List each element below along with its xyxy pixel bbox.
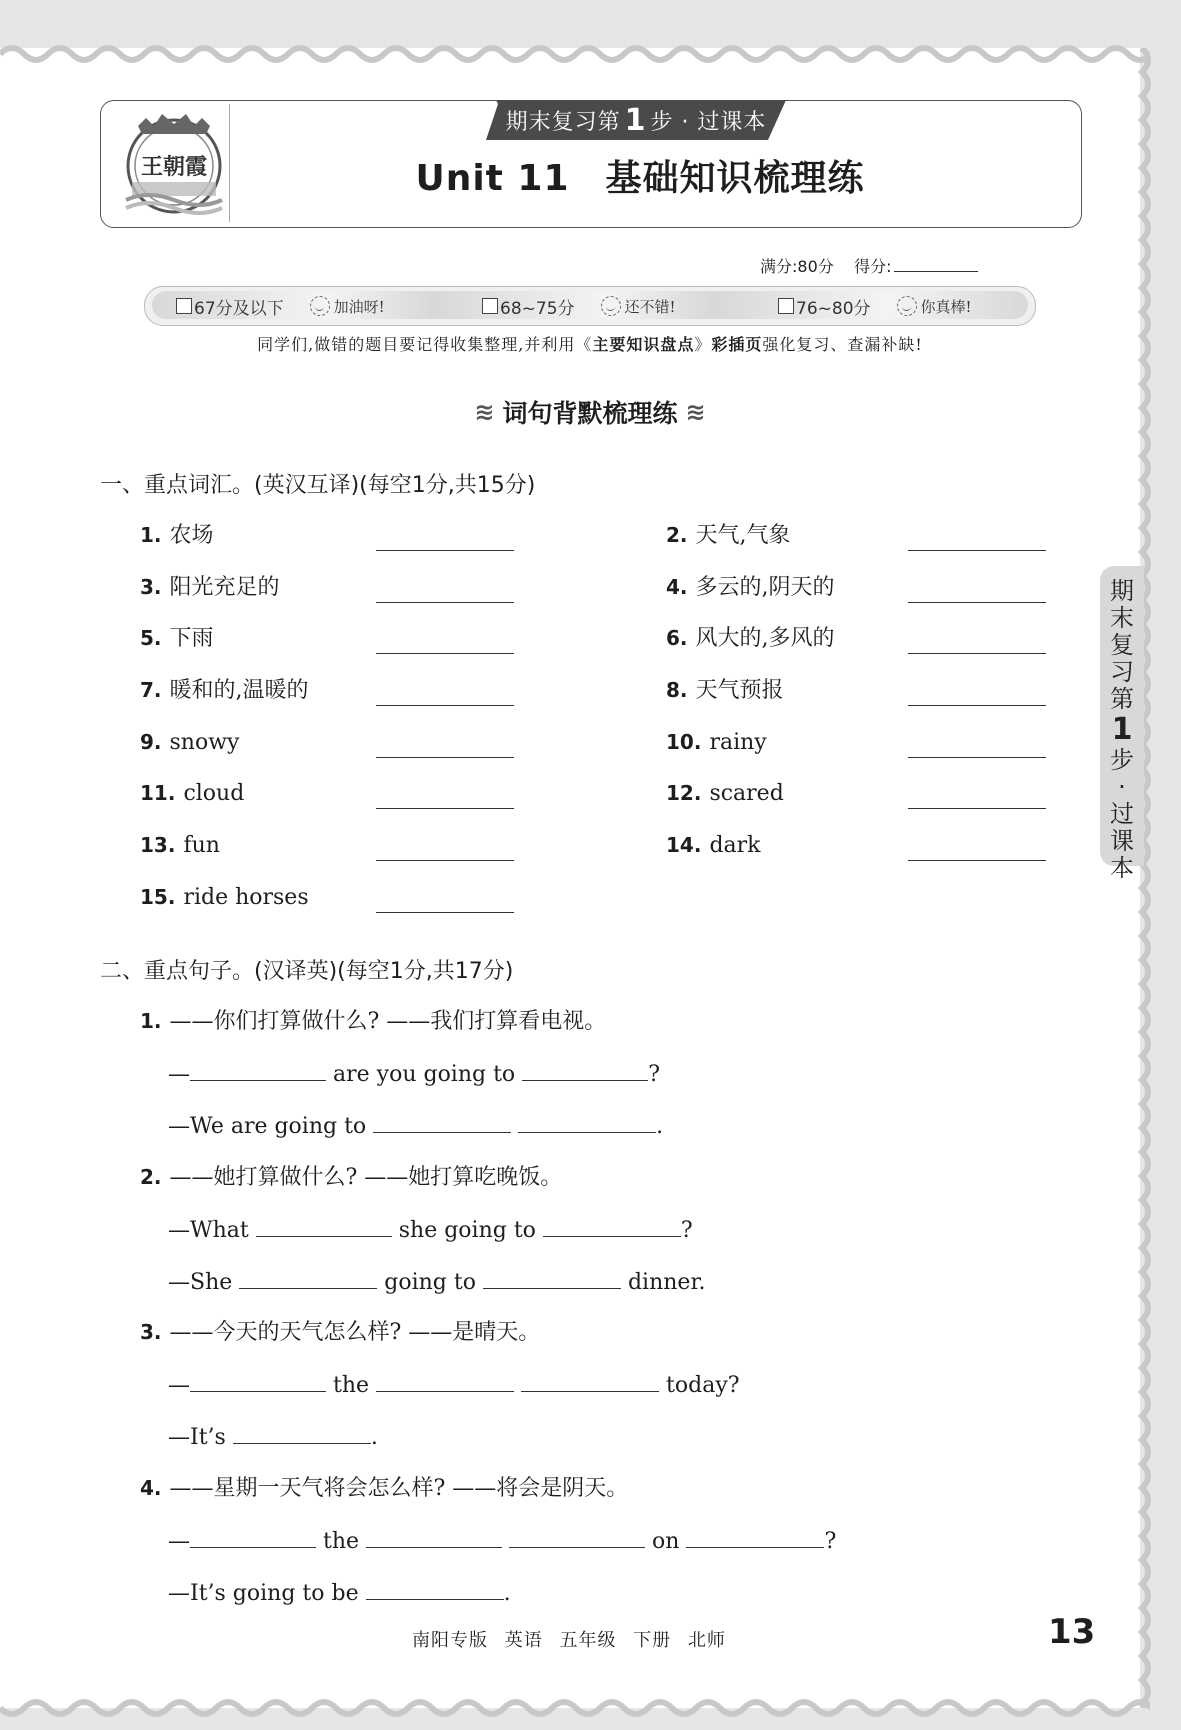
answer-blank[interactable] bbox=[373, 1110, 511, 1133]
item-number: 8. bbox=[666, 678, 688, 702]
question-text: ——她打算做什么? ——她打算吃晚饭。 bbox=[169, 1165, 563, 1190]
grade-praise-high: 你真棒! bbox=[920, 297, 972, 316]
answer-line bbox=[168, 1266, 706, 1296]
line-text: going to bbox=[384, 1270, 476, 1295]
vocab-item bbox=[666, 572, 835, 602]
answer-blank[interactable] bbox=[908, 808, 1046, 809]
item-text: 风大的,多风的 bbox=[695, 626, 835, 651]
wave-right-icon: ≋ bbox=[685, 398, 706, 426]
item-text: 多云的,阴天的 bbox=[695, 575, 835, 600]
side-char: 过 bbox=[1110, 800, 1134, 828]
item-text: 暖和的,温暖的 bbox=[169, 678, 309, 703]
answer-blank[interactable] bbox=[239, 1266, 377, 1289]
grade-option-mid bbox=[482, 293, 676, 319]
grade-range-mid: 68~75分 bbox=[500, 298, 575, 319]
answer-blank[interactable] bbox=[908, 550, 1046, 551]
line-text: —What bbox=[168, 1218, 249, 1243]
item-number: 4. bbox=[140, 1476, 162, 1500]
item-number: 13. bbox=[140, 833, 176, 857]
smiley-icon bbox=[310, 296, 330, 316]
tip-text-2: 》 bbox=[694, 335, 712, 354]
vocab-item bbox=[140, 520, 214, 550]
answer-blank[interactable] bbox=[509, 1525, 645, 1548]
answer-blank[interactable] bbox=[908, 653, 1046, 654]
line-text: the bbox=[323, 1529, 360, 1554]
line-text: —We are going to bbox=[168, 1114, 367, 1139]
banner-step-number: 1 bbox=[624, 102, 647, 138]
side-char: 步 bbox=[1110, 746, 1134, 774]
side-char: 复 bbox=[1110, 631, 1134, 659]
answer-blank[interactable] bbox=[908, 705, 1046, 706]
item-number: 5. bbox=[140, 626, 162, 650]
answer-blank[interactable] bbox=[190, 1369, 326, 1392]
tip-bold-2: 彩插页 bbox=[711, 335, 763, 354]
item-text: snowy bbox=[169, 730, 240, 755]
page-title bbox=[300, 150, 980, 201]
item-number: 4. bbox=[666, 575, 688, 599]
side-char: 末 bbox=[1110, 604, 1134, 632]
line-text: ? bbox=[824, 1529, 837, 1554]
vocab-item bbox=[140, 830, 220, 860]
item-number: 3. bbox=[140, 1320, 162, 1344]
item-text: 天气预报 bbox=[695, 678, 784, 703]
answer-blank[interactable] bbox=[483, 1266, 621, 1289]
answer-line bbox=[168, 1369, 740, 1399]
item-text: ride horses bbox=[183, 885, 309, 910]
item-number: 3. bbox=[140, 575, 162, 599]
grade-option-high bbox=[778, 293, 972, 319]
answer-blank[interactable] bbox=[366, 1577, 504, 1600]
tip-text-3: 强化复习、查漏补缺! bbox=[762, 335, 923, 354]
side-char: 课 bbox=[1110, 827, 1134, 855]
grade-checkbox-low[interactable] bbox=[176, 298, 192, 314]
publisher-logo-seal bbox=[118, 104, 230, 222]
line-text: — bbox=[168, 1373, 190, 1398]
vocab-item bbox=[666, 520, 791, 550]
score-label: 得分: bbox=[854, 257, 892, 276]
question-text: ——你们打算做什么? ——我们打算看电视。 bbox=[169, 1009, 607, 1034]
item-number: 1. bbox=[140, 1009, 162, 1033]
score-line bbox=[760, 254, 1100, 277]
smiley-icon bbox=[897, 296, 917, 316]
sentence-question bbox=[140, 1317, 540, 1347]
line-text: on bbox=[652, 1529, 680, 1554]
line-text: — bbox=[168, 1529, 190, 1554]
answer-blank[interactable] bbox=[908, 860, 1046, 861]
answer-blank[interactable] bbox=[518, 1110, 656, 1133]
item-text: dark bbox=[709, 833, 761, 858]
line-text: —She bbox=[168, 1270, 233, 1295]
side-char: 习 bbox=[1110, 658, 1134, 686]
line-text: ? bbox=[680, 1218, 693, 1243]
section-title-text: 词句背默梳理练 bbox=[502, 399, 678, 428]
line-text: . bbox=[656, 1114, 664, 1139]
answer-blank[interactable] bbox=[376, 705, 514, 706]
grade-range-high: 76~80分 bbox=[796, 298, 871, 319]
vocab-item bbox=[140, 727, 239, 757]
tip-bold-1: 主要知识盘点 bbox=[592, 335, 695, 354]
item-number: 14. bbox=[666, 833, 702, 857]
vocab-item bbox=[666, 830, 760, 860]
item-text: 天气,气象 bbox=[695, 523, 791, 548]
wavy-top-edge bbox=[0, 40, 1150, 66]
vocab-item bbox=[666, 727, 767, 757]
grade-range-low: 67分及以下 bbox=[194, 298, 284, 319]
part1-heading: 一、重点词汇。(英汉互译)(每空1分,共15分) bbox=[100, 473, 536, 498]
vocab-item bbox=[140, 572, 280, 602]
score-blank[interactable] bbox=[894, 257, 978, 272]
line-text: —It’s going to be bbox=[168, 1581, 359, 1606]
line-text: ? bbox=[648, 1062, 660, 1087]
answer-blank[interactable] bbox=[376, 860, 514, 861]
answer-blank[interactable] bbox=[376, 653, 514, 654]
sentence-question bbox=[140, 1473, 628, 1503]
sentence-question bbox=[140, 1162, 562, 1192]
vocab-item bbox=[666, 778, 784, 808]
banner-prefix: 期末复习第 bbox=[505, 109, 621, 135]
vocab-item bbox=[140, 882, 309, 912]
line-text: . bbox=[370, 1425, 378, 1450]
answer-line bbox=[168, 1577, 511, 1607]
wavy-bottom-edge bbox=[0, 1696, 1150, 1722]
study-tip bbox=[100, 332, 1080, 355]
side-char: · bbox=[1118, 773, 1126, 801]
item-number: 9. bbox=[140, 730, 162, 754]
item-text: cloud bbox=[183, 781, 245, 806]
side-step-number: 1 bbox=[1111, 712, 1133, 747]
item-number: 15. bbox=[140, 885, 176, 909]
answer-line bbox=[168, 1110, 663, 1140]
item-number: 12. bbox=[666, 781, 702, 805]
part2-heading: 二、重点句子。(汉译英)(每空1分,共17分) bbox=[100, 959, 514, 984]
line-text: the bbox=[333, 1373, 370, 1398]
vocab-item bbox=[666, 623, 835, 653]
item-number: 10. bbox=[666, 730, 702, 754]
line-text: — bbox=[168, 1062, 190, 1087]
item-text: 阳光充足的 bbox=[169, 575, 280, 600]
answer-blank[interactable] bbox=[376, 602, 514, 603]
item-number: 7. bbox=[140, 678, 162, 702]
sentence-question bbox=[140, 1006, 606, 1036]
title-text: 基础知识梳理练 bbox=[605, 158, 865, 199]
line-text: . bbox=[503, 1581, 511, 1606]
side-tab-text bbox=[1106, 578, 1138, 882]
section-title bbox=[440, 394, 740, 430]
line-text: today? bbox=[666, 1373, 740, 1398]
answer-blank[interactable] bbox=[521, 1369, 659, 1392]
page-number: 13 bbox=[1048, 1612, 1096, 1652]
footer-edition: 南阳专版 英语 五年级 下册 北师 bbox=[412, 1630, 726, 1651]
item-text: 农场 bbox=[169, 523, 214, 548]
line-text: she going to bbox=[398, 1218, 536, 1243]
item-text: fun bbox=[183, 833, 220, 858]
answer-blank[interactable] bbox=[376, 550, 514, 551]
question-text: ——今天的天气怎么样? ——是晴天。 bbox=[169, 1320, 541, 1345]
line-text: are you going to bbox=[333, 1062, 516, 1087]
banner-suffix: 步 · 过课本 bbox=[650, 109, 767, 135]
grade-checkbox-high[interactable] bbox=[778, 298, 794, 314]
answer-blank[interactable] bbox=[908, 757, 1046, 758]
grade-checkbox-mid[interactable] bbox=[482, 298, 498, 314]
grade-option-low bbox=[176, 293, 385, 319]
question-text: ——星期一天气将会怎么样? ——将会是阴天。 bbox=[169, 1476, 629, 1501]
item-number: 6. bbox=[666, 626, 688, 650]
side-char: 本 bbox=[1110, 854, 1134, 882]
line-text: —It’s bbox=[168, 1425, 226, 1450]
answer-blank[interactable] bbox=[376, 912, 514, 913]
logo-divider bbox=[229, 104, 230, 222]
banner-text bbox=[486, 100, 786, 140]
wave-left-icon: ≋ bbox=[474, 398, 495, 426]
item-text: 下雨 bbox=[169, 626, 214, 651]
smiley-icon bbox=[601, 296, 621, 316]
item-text: scared bbox=[709, 781, 784, 806]
line-text: dinner. bbox=[627, 1270, 706, 1295]
side-char: 期 bbox=[1110, 577, 1134, 605]
answer-blank[interactable] bbox=[190, 1058, 326, 1081]
vocab-item bbox=[140, 675, 309, 705]
item-number: 2. bbox=[140, 1165, 162, 1189]
tip-text-1: 同学们,做错的题目要记得收集整理,并利用《 bbox=[257, 335, 593, 354]
answer-blank[interactable] bbox=[543, 1214, 681, 1237]
answer-blank[interactable] bbox=[190, 1525, 316, 1548]
answer-line bbox=[168, 1421, 378, 1451]
item-number: 2. bbox=[666, 523, 688, 547]
answer-blank[interactable] bbox=[256, 1214, 392, 1237]
item-number: 11. bbox=[140, 781, 176, 805]
answer-blank[interactable] bbox=[376, 1369, 514, 1392]
answer-blank[interactable] bbox=[522, 1058, 648, 1081]
vocab-item bbox=[666, 675, 784, 705]
full-score-label: 满分:80分 bbox=[760, 257, 834, 276]
answer-line bbox=[168, 1214, 693, 1244]
answer-blank[interactable] bbox=[376, 757, 514, 758]
grade-praise-mid: 还不错! bbox=[624, 297, 676, 316]
grade-praise-low: 加油呀! bbox=[333, 297, 385, 316]
answer-blank[interactable] bbox=[908, 602, 1046, 603]
item-number: 1. bbox=[140, 523, 162, 547]
answer-blank[interactable] bbox=[376, 808, 514, 809]
vocab-item bbox=[140, 623, 214, 653]
answer-line bbox=[168, 1058, 660, 1088]
vocab-item bbox=[140, 778, 244, 808]
answer-blank[interactable] bbox=[366, 1525, 502, 1548]
item-text: rainy bbox=[709, 730, 767, 755]
side-char: 第 bbox=[1110, 685, 1134, 713]
unit-label: Unit 11 bbox=[415, 158, 570, 199]
answer-blank[interactable] bbox=[233, 1421, 371, 1444]
answer-blank[interactable] bbox=[686, 1525, 824, 1548]
answer-line bbox=[168, 1525, 836, 1555]
svg-text:王朝霞: 王朝霞 bbox=[140, 154, 208, 180]
